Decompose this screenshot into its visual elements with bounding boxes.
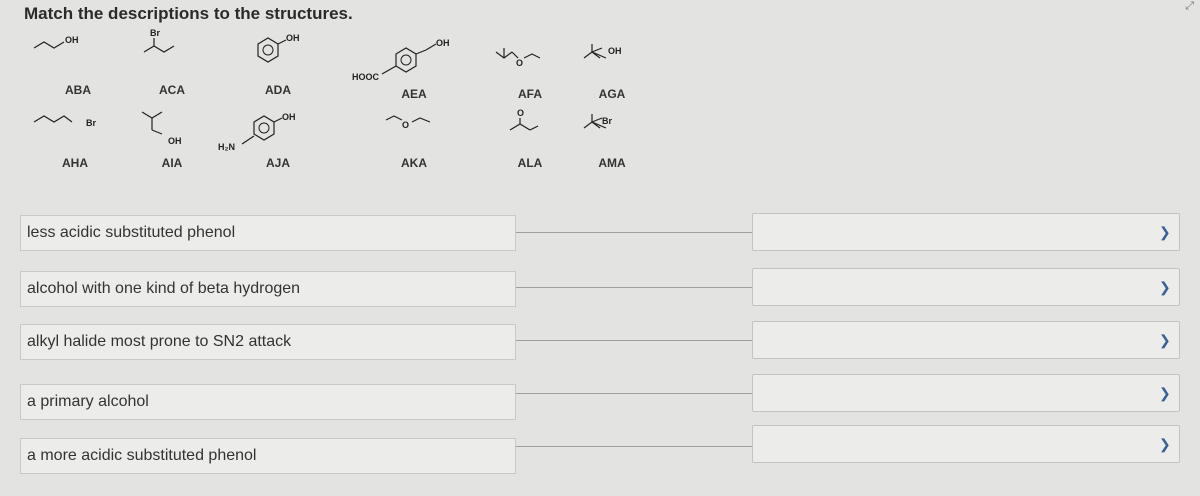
structure-ala: [508, 108, 558, 138]
description-1: less acidic substituted phenol: [20, 215, 516, 251]
code-aea: AEA: [401, 87, 427, 101]
description-2: alcohol with one kind of beta hydrogen: [20, 271, 516, 307]
code-aka: AKA: [401, 156, 427, 170]
code-aga: AGA: [598, 87, 626, 101]
code-aca: ACA: [159, 83, 185, 97]
structure-ada: [250, 30, 320, 66]
structure-aka: [384, 110, 444, 134]
answer-dropdown-3[interactable]: [752, 321, 1180, 359]
structure-aea: [352, 36, 472, 80]
atom-label: O: [402, 120, 410, 130]
code-ama: AMA: [598, 156, 626, 170]
description-5: a more acidic substituted phenol: [20, 438, 516, 474]
chevron-down-icon: ❯: [1159, 436, 1171, 452]
code-ada: ADA: [265, 83, 291, 97]
code-aha: AHA: [62, 156, 88, 170]
atom-label: Br: [150, 28, 161, 38]
structure-aia: [140, 106, 190, 148]
atom-label: OH: [608, 46, 622, 56]
atom-label: OH: [436, 38, 450, 48]
corner-icon: ⤢: [1185, 0, 1194, 12]
chevron-down-icon: ❯: [1159, 332, 1171, 348]
description-4: a primary alcohol: [20, 384, 516, 420]
structure-afa: [494, 44, 554, 74]
answer-dropdown-4[interactable]: [752, 374, 1180, 412]
answer-dropdown-2[interactable]: [752, 268, 1180, 306]
code-afa: AFA: [518, 87, 542, 101]
atom-label: Br: [602, 116, 613, 126]
structure-aha: [32, 108, 112, 134]
question-title: Match the descriptions to the structures.: [24, 4, 353, 23]
chevron-down-icon: ❯: [1159, 385, 1171, 401]
connector-line: [516, 446, 752, 447]
connector-line: [516, 232, 752, 233]
chevron-down-icon: ❯: [1159, 224, 1171, 240]
connector-line: [516, 393, 752, 394]
atom-label: O: [516, 58, 524, 68]
atom-label: OH: [286, 33, 300, 43]
atom-label: OH: [282, 112, 296, 122]
connector-line: [516, 287, 752, 288]
structure-aga: [582, 40, 642, 70]
description-3: alkyl halide most prone to SN2 attack: [20, 324, 516, 360]
code-ala: ALA: [517, 156, 543, 170]
atom-left-label: H₂N: [218, 142, 235, 152]
chevron-down-icon: ❯: [1159, 279, 1171, 295]
atom-label: OH: [168, 136, 182, 146]
atom-label: OH: [65, 35, 79, 45]
answer-dropdown-1[interactable]: [752, 213, 1180, 251]
code-aia: AIA: [161, 156, 183, 170]
structure-aba: [32, 30, 112, 56]
structure-ama: [582, 110, 642, 140]
connector-line: [516, 340, 752, 341]
atom-label: Br: [86, 118, 97, 128]
code-aja: AJA: [265, 156, 290, 170]
atom-left-label: HOOC: [352, 72, 379, 82]
answer-dropdown-5[interactable]: [752, 425, 1180, 463]
atom-label: O: [517, 108, 525, 118]
code-aba: ABA: [65, 83, 91, 97]
structure-aca: [142, 30, 192, 60]
structure-aja: [214, 108, 324, 152]
